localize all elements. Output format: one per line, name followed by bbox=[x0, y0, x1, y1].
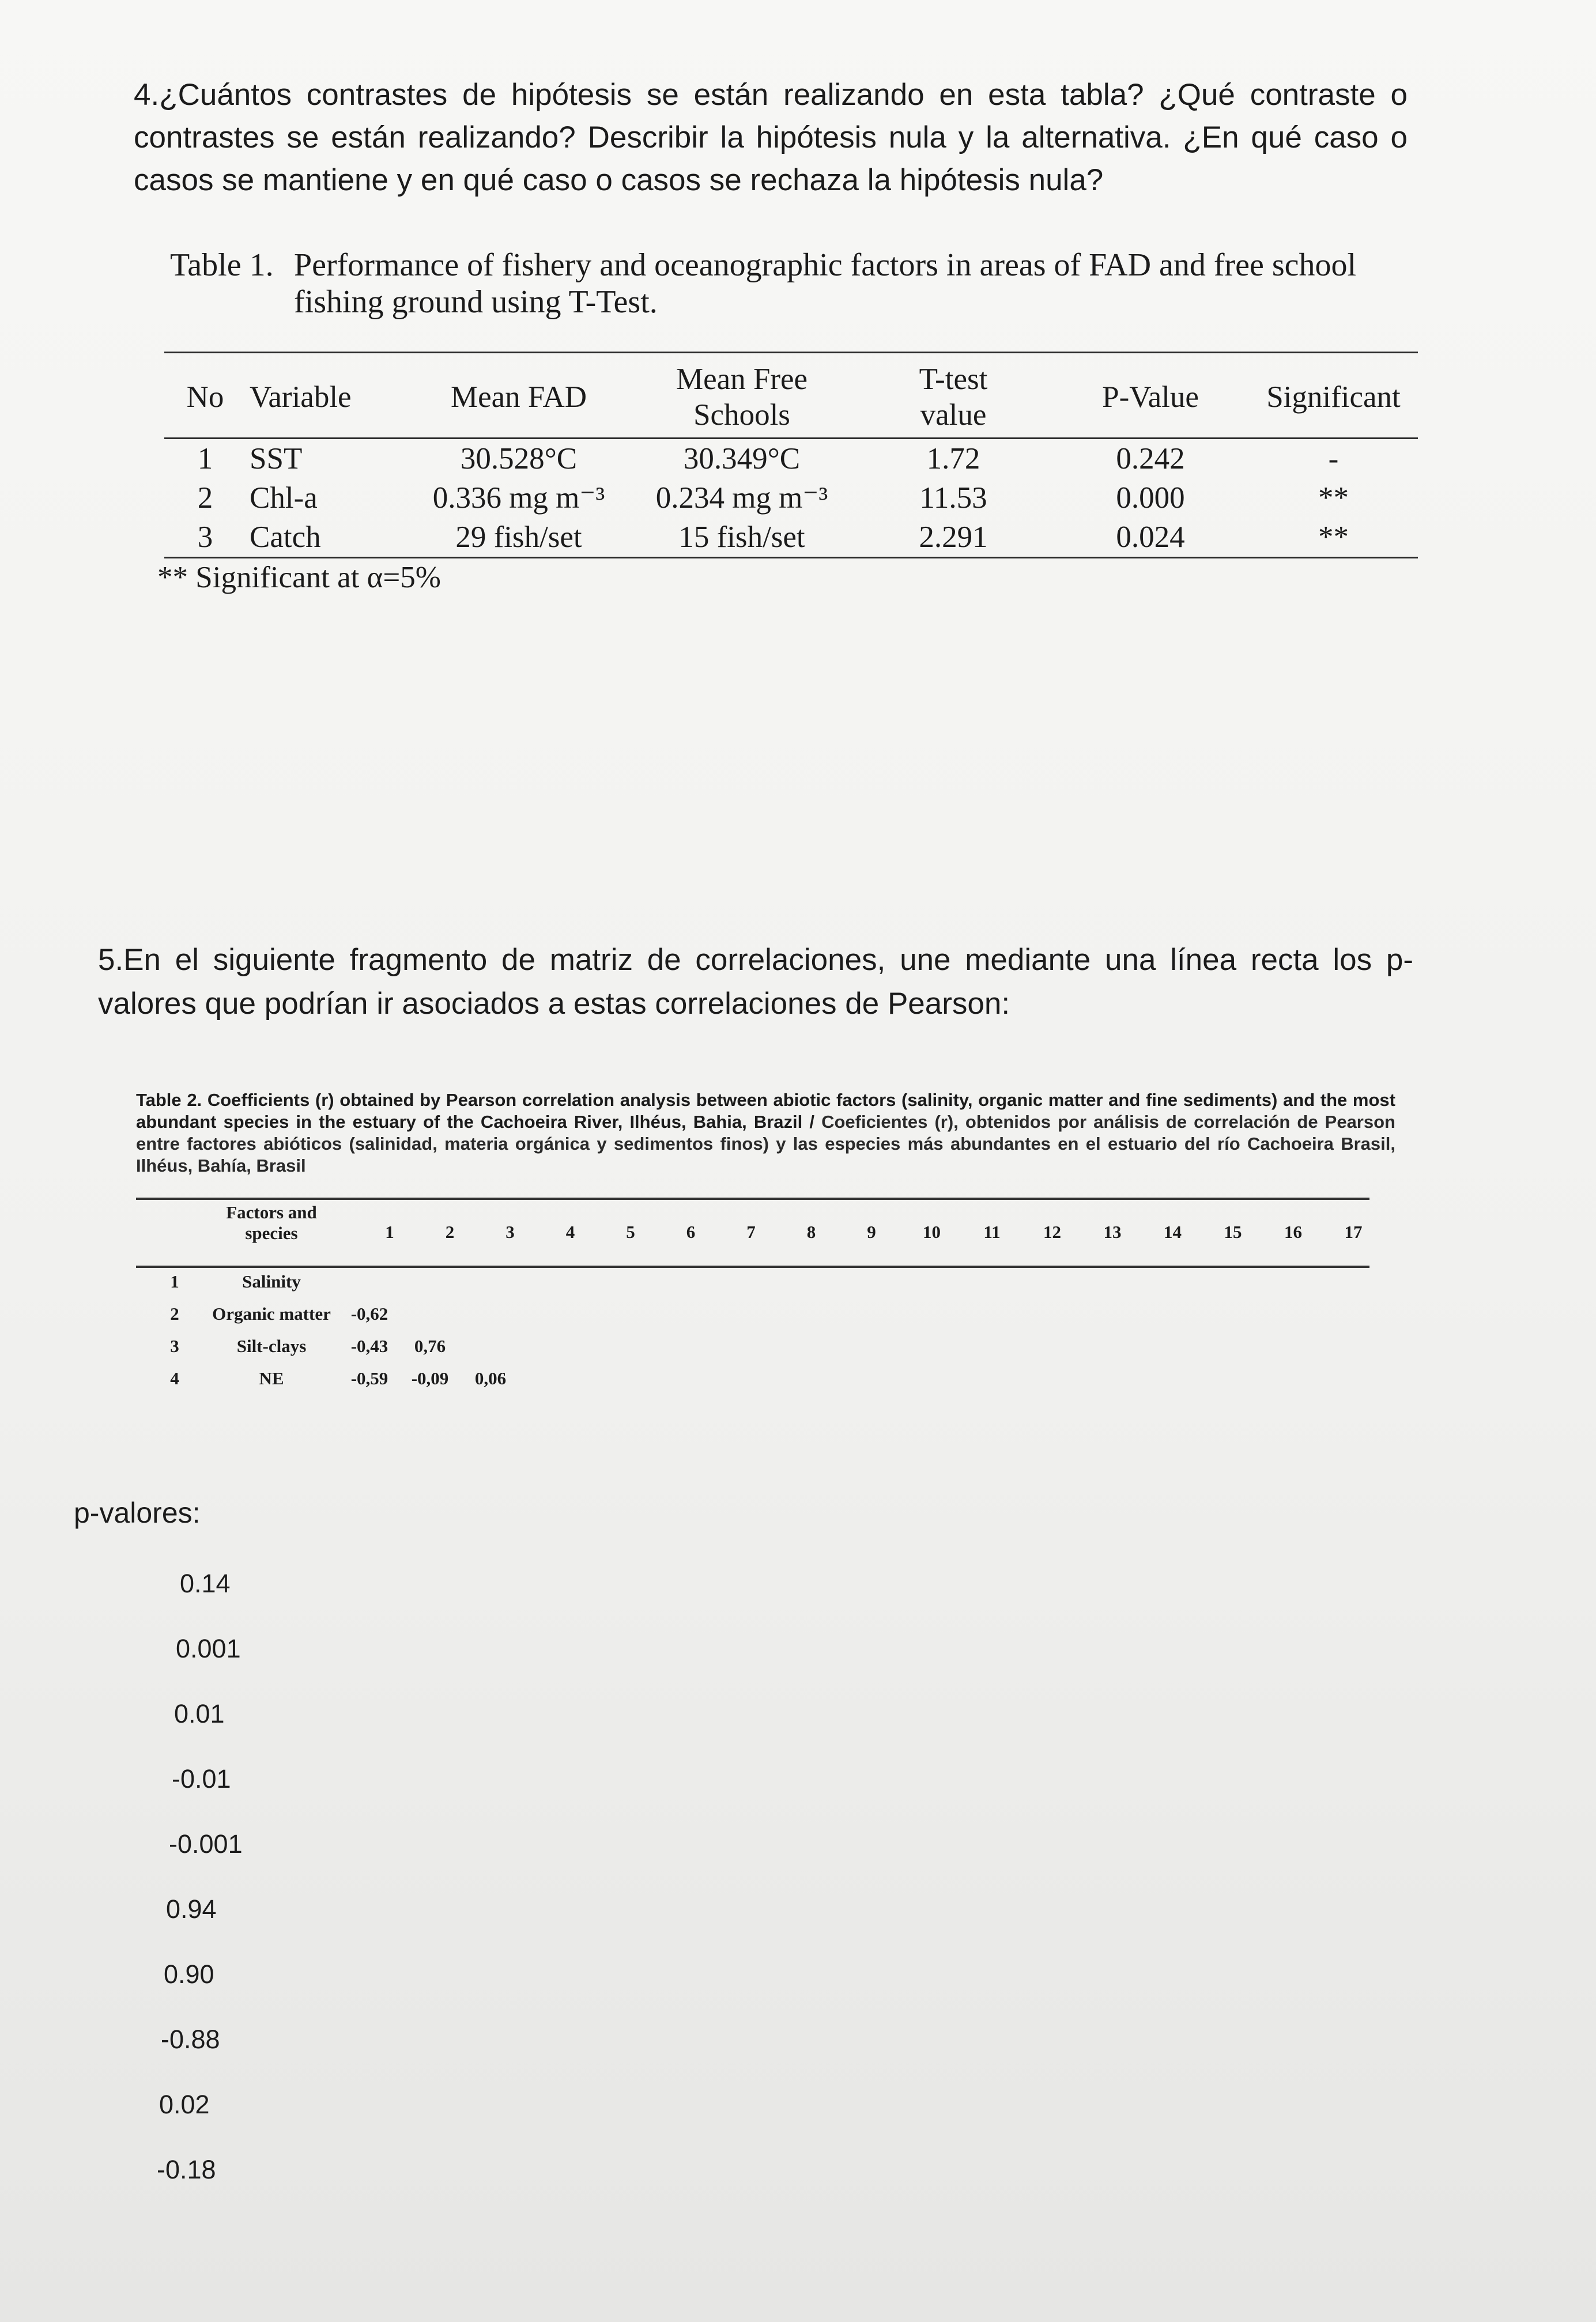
table-row bbox=[164, 478, 1418, 518]
table1-cell: 2.291 bbox=[855, 518, 1052, 558]
table2-row-name: Organic matter bbox=[212, 1304, 331, 1324]
table1-cell: - bbox=[1328, 442, 1339, 475]
table1-cell: 15 fish/set bbox=[629, 518, 855, 558]
table1-header-variable: Variable bbox=[250, 380, 352, 414]
table1-header-mean-fad: Mean FAD bbox=[450, 380, 587, 414]
table2-correlation-value: 0,76 bbox=[414, 1336, 446, 1356]
table1-cell: Catch bbox=[246, 518, 409, 558]
pvalue-item[interactable]: -0.88 bbox=[161, 2025, 220, 2054]
table2-column-header: 11 bbox=[983, 1222, 1001, 1242]
table-row bbox=[136, 1336, 712, 1368]
table2-column-header: 9 bbox=[867, 1222, 876, 1242]
table2-column-header: 15 bbox=[1224, 1222, 1242, 1242]
table2-column-header: 2 bbox=[445, 1222, 455, 1242]
table-row bbox=[164, 439, 1418, 479]
table2-correlation-value: -0,09 bbox=[411, 1368, 449, 1388]
table1-cell: Chl-a bbox=[250, 481, 318, 515]
table2-column-header: 3 bbox=[505, 1222, 515, 1242]
table2-column-header: 6 bbox=[686, 1222, 696, 1242]
table1-cell: ** bbox=[1249, 518, 1418, 558]
table1-header-pvalue: P-Value bbox=[1102, 380, 1199, 414]
pvalue-item[interactable]: 0.14 bbox=[180, 1569, 231, 1598]
table2-column-header: 8 bbox=[806, 1222, 816, 1242]
table1-caption-number: Table 1. bbox=[170, 247, 274, 283]
table-row bbox=[136, 1368, 712, 1400]
pvalue-item[interactable]: 0.01 bbox=[174, 1699, 225, 1728]
table1-cell: 3 bbox=[164, 518, 246, 558]
table2-column-header: 13 bbox=[1103, 1222, 1122, 1242]
table1-header-ttest: T-test value bbox=[919, 363, 988, 432]
table2-column-header: 16 bbox=[1284, 1222, 1302, 1242]
table1-cell: 1.72 bbox=[926, 442, 980, 475]
table2-column-header: 5 bbox=[626, 1222, 635, 1242]
table2-column-header: 17 bbox=[1344, 1222, 1363, 1242]
table2-column-header: 1 bbox=[385, 1222, 394, 1242]
table1-cell: 0.234 mg m⁻³ bbox=[655, 481, 828, 515]
table1-cell: SST bbox=[250, 442, 303, 475]
table1-cell: 0.242 bbox=[1116, 442, 1185, 475]
table2-correlation-value: -0,59 bbox=[350, 1368, 388, 1388]
table1-cell: 11.53 bbox=[919, 481, 987, 515]
table1-cell: 1 bbox=[197, 442, 213, 475]
table1-header-mean-free-schools: Mean Free Schools bbox=[676, 363, 808, 432]
table2-row-name: NE bbox=[259, 1368, 284, 1388]
table1-header-significant: Significant bbox=[1266, 380, 1401, 414]
table2-row-index: 4 bbox=[170, 1368, 179, 1388]
pvalue-item[interactable]: 0.94 bbox=[166, 1894, 217, 1924]
table2-correlation-value: 0,06 bbox=[474, 1368, 507, 1388]
table2-caption bbox=[136, 1089, 1395, 1177]
table2-correlation-value: -0,43 bbox=[350, 1336, 388, 1356]
table1-cell: ** bbox=[1318, 481, 1349, 515]
question-5-text: 5.En el siguiente fragmento de matriz de correlaciones, une mediante una línea recta los p-valores que podrían ir asociados a estas correlaciones de Pearson: bbox=[98, 943, 1413, 1021]
table-row bbox=[164, 518, 1418, 558]
table2-column-header: 14 bbox=[1164, 1222, 1182, 1242]
pvalue-item[interactable]: 0.02 bbox=[159, 2090, 210, 2119]
table2-column-header: 10 bbox=[923, 1222, 941, 1242]
table2-header bbox=[136, 1198, 1369, 1268]
pvalue-item[interactable]: 0.90 bbox=[164, 1959, 214, 1989]
table1-cell: 0.024 bbox=[1052, 518, 1249, 558]
pvalues-label: p-valores: bbox=[74, 1497, 201, 1529]
pvalue-item[interactable]: -0.001 bbox=[169, 1829, 243, 1859]
question-4-text: 4.¿Cuántos contrastes de hipótesis se están realizando en esta tabla? ¿Qué contraste o contrastes se están realizando? Describir la hipótesis nula y la alternativa. ¿En qué caso o casos se mantiene y en qué caso o casos se rechaza la hipótesis nula? bbox=[134, 78, 1408, 197]
table2 bbox=[136, 1198, 1369, 1418]
table2-row-index: 2 bbox=[170, 1304, 179, 1324]
table2-column-header: 12 bbox=[1043, 1222, 1061, 1242]
table1-cell: 29 fish/set bbox=[409, 518, 629, 558]
table2-row-name: Silt-clays bbox=[236, 1336, 307, 1356]
table1-cell: 2 bbox=[197, 481, 213, 515]
table1 bbox=[157, 352, 1418, 596]
table1-caption bbox=[170, 247, 1427, 320]
bleed-through-text bbox=[173, 207, 180, 236]
table2-column-header: 4 bbox=[565, 1222, 575, 1242]
table1-header-no: No bbox=[186, 380, 224, 414]
table2-row-index: 1 bbox=[170, 1271, 179, 1292]
table2-row-name: Salinity bbox=[242, 1271, 301, 1292]
table1-header-row bbox=[164, 353, 1418, 439]
table2-caption-english: Table 2. Coefficients (r) obtained by Pearson correlation analysis between abiotic factors (salinity, organic matter and fine sediments) and the most abundant species in the estuary of the Cachoeira River, Ilhéus, Bahia, Brazil / bbox=[136, 1090, 1395, 1132]
table-row bbox=[136, 1271, 712, 1304]
pvalue-item[interactable]: -0.01 bbox=[172, 1764, 231, 1794]
table2-correlation-value: -0,62 bbox=[350, 1304, 388, 1324]
table1-caption-line1: Performance of fishery and oceanographic factors in areas of FAD and free school bbox=[294, 247, 1357, 283]
table1-cell: 0.000 bbox=[1116, 481, 1185, 515]
table1-cell: 30.349°C bbox=[683, 442, 801, 475]
table2-caption-spanish: Coeficientes (r), obtenidos por análisis de correlación de Pearson entre factores abióticos (salinidad, materia orgánica y sedimentos finos) y las especies más abundantes en el estuario del río Cachoeira Brasil, Ilhéus, Bahía, Brasil bbox=[136, 1112, 1395, 1176]
table-row bbox=[136, 1304, 712, 1336]
table2-column-header: 7 bbox=[746, 1222, 756, 1242]
table1-cell: 30.528°C bbox=[460, 442, 578, 475]
table2-header-label: Factors and species bbox=[226, 1202, 317, 1243]
table1-footnote: ** Significant at α=5% bbox=[157, 561, 441, 594]
pvalue-item[interactable]: 0.001 bbox=[176, 1634, 241, 1663]
table1-caption-line2: fishing ground using T-Test. bbox=[294, 284, 658, 320]
table2-row-index: 3 bbox=[170, 1336, 179, 1356]
table1-cell: 0.336 mg m⁻³ bbox=[432, 481, 605, 515]
pvalue-item[interactable]: -0.18 bbox=[157, 2155, 216, 2184]
